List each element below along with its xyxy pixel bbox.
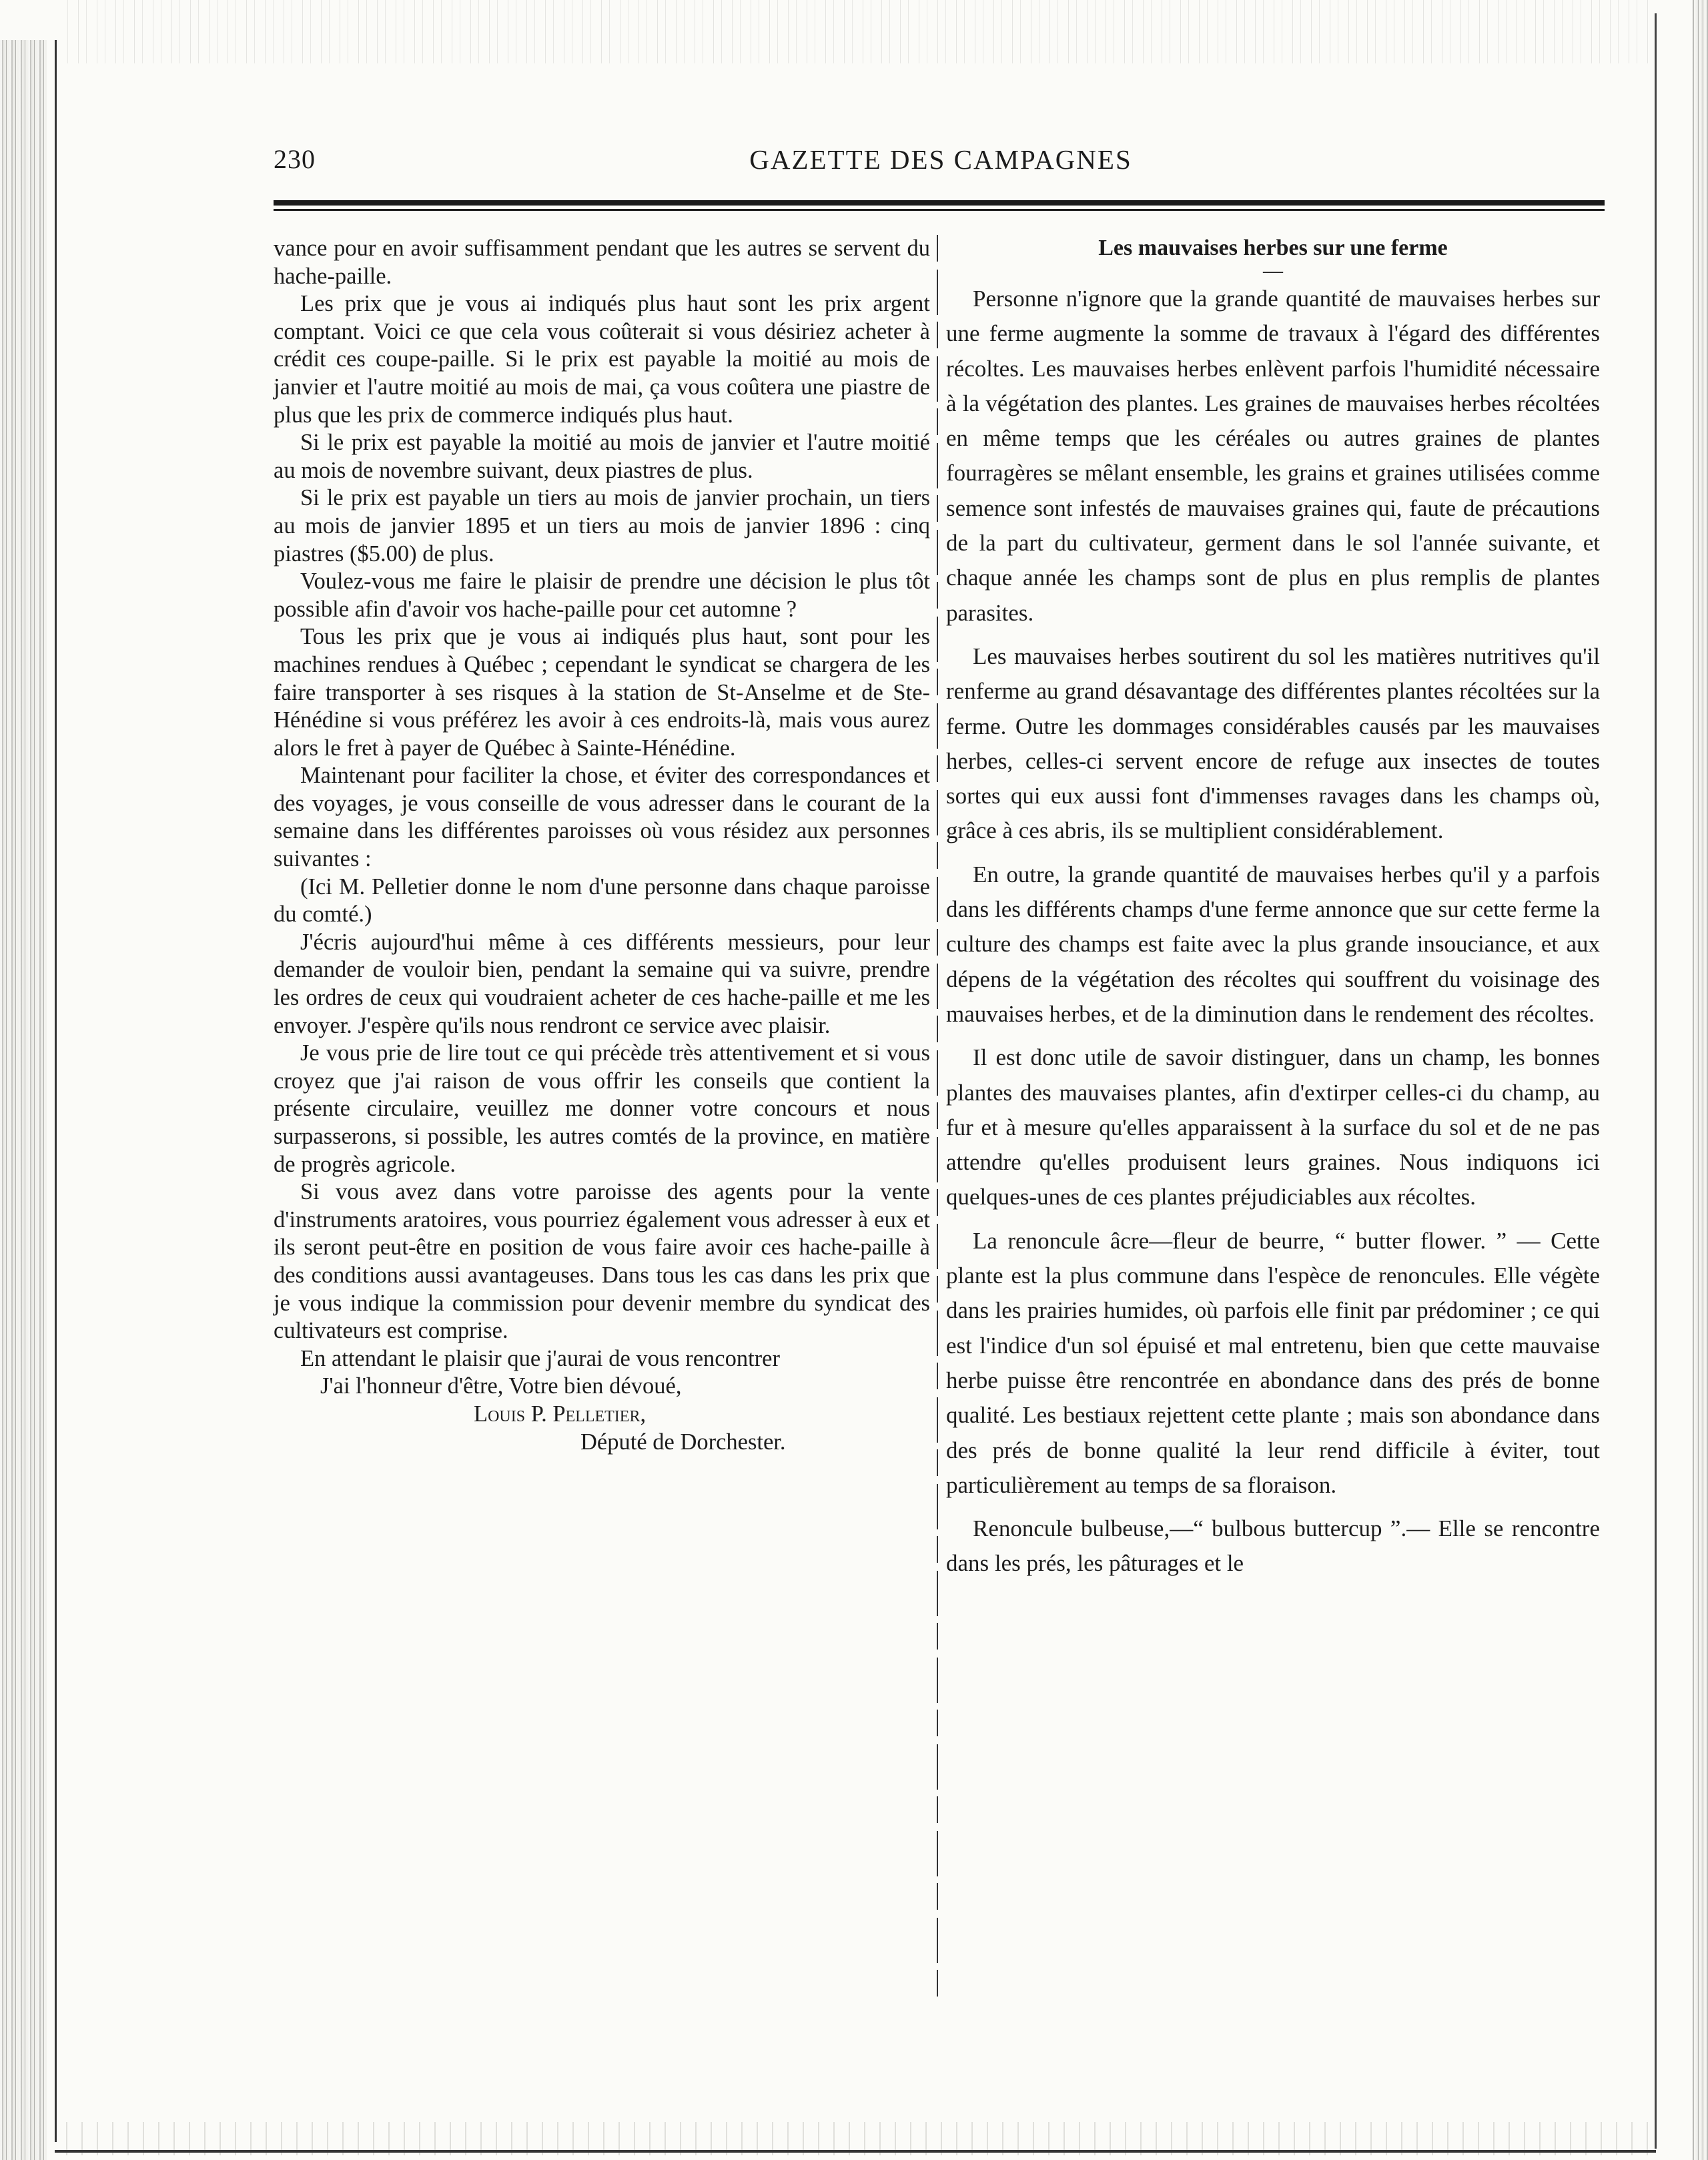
paragraph: En attendant le plaisir que j'aurai de vous rencontrer — [300, 1345, 780, 1371]
paragraph: Personne n'ignore que la grande quantité de mauvaises herbes sur une ferme augmente la somme de travaux à l'égard des différentes récoltes. Les mauvaises herbes enlèvent parfois l'humidité nécessaire à la végétation des plantes. Les graines de mauvaises herbes récoltées en même temps que les céréales ou autres graines de plantes fourragères se mêlant ensemble, les grains et graines utilisées comme semence sont infestés de mauvaises graines qui, faute de précautions de la part du cultivateur, germent dans le sol l'année suivante, et chaque année les champs sont de plus en plus remplis de plantes parasites. — [946, 286, 1600, 626]
header-rule-thick — [274, 200, 1605, 206]
paragraph: Maintenant pour faciliter la chose, et éviter des correspondances et des voyages, je vous conseille de vous adresser dans le courant de la semaine dans les différentes paroisses où vous résidez aux personnes suivantes : — [274, 763, 930, 872]
paragraph: Si le prix est payable la moitié au mois de janvier et l'autre moitié au mois de novembre suivant, deux piastres de plus. — [274, 430, 930, 483]
page-border-right — [1655, 13, 1657, 2149]
left-column — [274, 235, 930, 1456]
column-divider — [937, 235, 938, 2003]
paragraph: Si le prix est payable un tiers au mois de janvier prochain, un tiers au mois de janvier 1895 et un tiers au mois de janvier 1896 : cinq piastres ($5.00) de plus. — [274, 485, 930, 567]
article-heading: Les mauvaises herbes sur une ferme — [1098, 236, 1448, 260]
paragraph: Il est donc utile de savoir distinguer, dans un champ, les bonnes plantes des mauvaises plantes, afin d'extirper celles-ci du champ, au fur et à mesure qu'elles apparaissent à la surface du sol et de ne pas attendre qu'elles produisent leurs graines. Nous indiquons ici quelques-unes de ces plantes préjudiciables aux récoltes. — [946, 1044, 1600, 1210]
paragraph: En outre, la grande quantité de mauvaises herbes qu'il y a parfois dans les différents champs d'une ferme annonce que sur cette ferme la culture des champs est faite avec la plus grande insouciance, et aux dépens de la végétation des récoltes qui souffrent du voisinage des mauvaises herbes, et de la diminution dans le rendement des récoltes. — [946, 861, 1600, 1027]
paragraph: La renoncule âcre—fleur de beurre, “ butter flower. ” — Cette plante est la plus commune dans l'espèce de renoncules. Elle végète dans les prairies humides, où parfois elle finit par prédominer ; ce qui est l'indice d'un sol épuisé et mal entretenu, bien que cette mauvaise herbe puisse être rencontrée en abondance dans des prés de bonne qualité. Les bestiaux rejettent cette plante ; mais son abondance dans des prés de bonne qualité la leur rend difficile à éviter, tout particulièrement au temps de sa floraison. — [946, 1227, 1600, 1498]
page-border-left — [55, 40, 57, 2142]
paragraph: Si vous avez dans votre paroisse des agents pour la vente d'instruments aratoires, vous pourriez également vous adresser à eux et ils seront peut-être en position de vous faire avoir ces hache-paille à des conditions aussi avantageuses. Dans tous les cas dans les prix que je vous indique la commission pour devenir membre du syndicat des cultivateurs est comprise. — [274, 1179, 930, 1344]
paragraph: Voulez-vous me faire le plaisir de prendre une décision le plus tôt possible afin d'avoir vos hache-paille pour cet automne ? — [274, 569, 930, 622]
scan-binding-edge — [0, 40, 47, 2160]
right-column — [946, 235, 1600, 1581]
letter-closing: J'ai l'honneur d'être, Votre bien dévoué, — [320, 1373, 682, 1399]
running-title: GAZETTE DES CAMPAGNES — [749, 144, 1132, 175]
scan-right-edge — [1692, 0, 1708, 2160]
paragraph: Je vous prie de lire tout ce qui précède très attentivement et si vous croyez que j'ai raison de vous offrir les conseils que contient la présente circulaire, veuillez me donner votre concours et nous surpasserons, si possible, les autres comtés de la province, en matière de progrès agricole. — [274, 1040, 930, 1177]
page-header — [274, 143, 1608, 184]
paragraph: vance pour en avoir suffisamment pendant que les autres se servent du hache-paille. — [274, 236, 930, 289]
paragraph: Renoncule bulbeuse,—“ bulbous buttercup ”.— Elle se rencontre dans les prés, les pâturages et le — [946, 1515, 1600, 1577]
paragraph: Tous les prix que je vous ai indiqués plus haut, sont pour les machines rendues à Québec ; cependant le syndicat se chargera de les faire transporter à ses risques à la station de St-Anselme et de Ste-Hénédine si vous préférez les avoir à ces endroits-là, mais vous aurez alors le fret à payer de Québec à Sainte-Hénédine. — [274, 624, 930, 761]
page-number: 230 — [274, 144, 316, 174]
page-border-bottom — [55, 2150, 1656, 2153]
paragraph: Les mauvaises herbes soutirent du sol les matières nutritives qu'il renferme au grand désavantage des différentes plantes récoltées sur la ferme. Outre les dommages considérables causés par les mauvaises herbes, celles-ci servent encore de refuge aux insectes de toutes sortes qui eux aussi font d'immenses ravages dans les champs où, grâce à ces abris, ils se multiplient considérablement. — [946, 643, 1600, 844]
signature-name: Louis P. Pelletier, — [474, 1401, 647, 1427]
paragraph: (Ici M. Pelletier donne le nom d'une personne dans chaque paroisse du comté.) — [274, 873, 930, 928]
header-rule-thin — [274, 209, 1605, 211]
heading-dash: — — [1263, 260, 1283, 282]
paragraph: Les prix que je vous ai indiqués plus haut sont les prix argent comptant. Voici ce que cela vous coûterait si vous désiriez acheter à crédit ces coupe-paille. Si le prix est payable la moitié au mois de janvier et l'autre moitié au mois de mai, ça vous coûtera une piastre de plus que les prix de commerce indiqués plus haut. — [274, 291, 930, 428]
signature-title: Député de Dorchester. — [580, 1429, 786, 1455]
scan-noise-top — [60, 0, 1648, 63]
paragraph: J'écris aujourd'hui même à ces différents messieurs, pour leur demander de vouloir bien, pendant la semaine qui va suivre, prendre les ordres de ceux qui voudraient acheter de ces hache-paille et me les envoyer. J'espère qu'ils nous rendront ce service avec plaisir. — [274, 929, 930, 1038]
